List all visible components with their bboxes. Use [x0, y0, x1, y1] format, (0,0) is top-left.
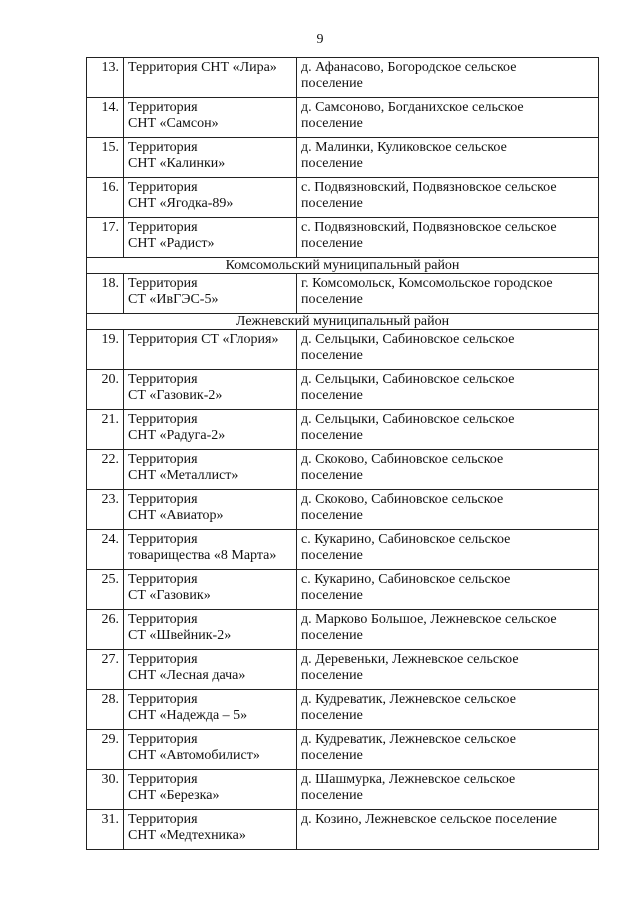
- territory-name-line: СНТ «Березка»: [128, 788, 220, 803]
- table-row: [87, 490, 599, 530]
- location-line: поселение: [301, 156, 363, 171]
- territory-name-line: Территория: [128, 772, 198, 787]
- location-cell: [297, 218, 599, 258]
- location-line: д. Деревеньки, Лежневское сельское: [301, 652, 519, 667]
- location-line: поселение: [301, 388, 363, 403]
- section-header-lezhnevsky: [87, 314, 599, 330]
- territory-name-line: Территория: [128, 812, 198, 827]
- location-line: поселение: [301, 708, 363, 723]
- location-line: поселение: [301, 292, 363, 307]
- row-number: 20.: [87, 370, 124, 410]
- location-cell: [297, 138, 599, 178]
- territory-name-line: Территория: [128, 276, 198, 291]
- territory-name-line: Территория: [128, 732, 198, 747]
- territory-name-line: СНТ «Металлист»: [128, 468, 239, 483]
- territory-name-line: Территория: [128, 492, 198, 507]
- territory-name-cell: [124, 570, 297, 610]
- territory-name-line: СНТ «Самсон»: [128, 116, 219, 131]
- location-line: поселение: [301, 236, 363, 251]
- territory-name-line: СНТ «Авиатор»: [128, 508, 224, 523]
- territory-name-cell: [124, 218, 297, 258]
- row-number: 24.: [87, 530, 124, 570]
- location-line: с. Подвязновский, Подвязновское сельское: [301, 180, 557, 195]
- row-number: 31.: [87, 810, 124, 850]
- location-line: поселение: [301, 348, 363, 363]
- row-number: 26.: [87, 610, 124, 650]
- location-line: г. Комсомольск, Комсомольское городское: [301, 276, 553, 291]
- section-title-komsomolsky: Комсомольский муниципальный район: [87, 258, 599, 274]
- row-number: 19.: [87, 330, 124, 370]
- table-row: [87, 410, 599, 450]
- location-line: д. Кудреватик, Лежневское сельское: [301, 692, 516, 707]
- location-line: поселение: [301, 428, 363, 443]
- table-row: [87, 650, 599, 690]
- territory-name-line: СНТ «Калинки»: [128, 156, 226, 171]
- section-header-komsomolsky: [87, 258, 599, 274]
- territory-name-line: Территория СТ «Глория»: [128, 332, 279, 347]
- table-row: [87, 330, 599, 370]
- territory-name-cell: [124, 58, 297, 98]
- location-cell: [297, 98, 599, 138]
- territory-name-cell: [124, 770, 297, 810]
- territory-name-line: СТ «Швейник-2»: [128, 628, 232, 643]
- table-row: [87, 530, 599, 570]
- location-line: поселение: [301, 468, 363, 483]
- territory-name-cell: [124, 410, 297, 450]
- territory-name-line: Территория: [128, 572, 198, 587]
- location-line: д. Афанасово, Богородское сельское: [301, 60, 517, 75]
- table-row: [87, 58, 599, 98]
- location-line: поселение: [301, 628, 363, 643]
- territory-name-line: Территория: [128, 652, 198, 667]
- location-line: поселение: [301, 668, 363, 683]
- location-cell: [297, 58, 599, 98]
- location-cell: [297, 570, 599, 610]
- territory-name-line: СНТ «Автомобилист»: [128, 748, 260, 763]
- location-line: поселение: [301, 548, 363, 563]
- section-row: [87, 258, 599, 274]
- table-group-mid: [87, 274, 599, 314]
- territory-name-line: СТ «ИвГЭС-5»: [128, 292, 219, 307]
- location-line: д. Шашмурка, Лежневское сельское: [301, 772, 516, 787]
- territory-name-cell: [124, 330, 297, 370]
- location-cell: [297, 530, 599, 570]
- location-line: поселение: [301, 196, 363, 211]
- row-number: 30.: [87, 770, 124, 810]
- location-cell: [297, 490, 599, 530]
- location-line: д. Сельцыки, Сабиновское сельское: [301, 372, 515, 387]
- location-line: д. Скоково, Сабиновское сельское: [301, 492, 504, 507]
- territory-table: [86, 57, 599, 850]
- territory-name-cell: [124, 650, 297, 690]
- territory-name-line: СНТ «Надежда – 5»: [128, 708, 248, 723]
- location-line: с. Кукарино, Сабиновское сельское: [301, 532, 511, 547]
- territory-name-line: Территория: [128, 140, 198, 155]
- row-number: 25.: [87, 570, 124, 610]
- location-cell: [297, 410, 599, 450]
- territory-name-cell: [124, 274, 297, 314]
- row-number: 15.: [87, 138, 124, 178]
- table-row: [87, 570, 599, 610]
- territory-name-line: СНТ «Медтехника»: [128, 828, 246, 843]
- territory-name-line: Территория: [128, 692, 198, 707]
- location-line: д. Сельцыки, Сабиновское сельское: [301, 412, 515, 427]
- location-line: поселение: [301, 508, 363, 523]
- row-number: 27.: [87, 650, 124, 690]
- table-row: [87, 138, 599, 178]
- location-cell: [297, 690, 599, 730]
- territory-name-line: Территория: [128, 372, 198, 387]
- territory-name-cell: [124, 490, 297, 530]
- row-number: 21.: [87, 410, 124, 450]
- location-cell: [297, 610, 599, 650]
- territory-name-line: Территория: [128, 612, 198, 627]
- location-cell: [297, 370, 599, 410]
- territory-name-line: Территория: [128, 180, 198, 195]
- location-line: д. Скоково, Сабиновское сельское: [301, 452, 504, 467]
- territory-name-cell: [124, 690, 297, 730]
- location-line: с. Кукарино, Сабиновское сельское: [301, 572, 511, 587]
- table-row: [87, 730, 599, 770]
- territory-name-cell: [124, 610, 297, 650]
- location-line: д. Сельцыки, Сабиновское сельское: [301, 332, 515, 347]
- territory-name-cell: [124, 450, 297, 490]
- row-number: 17.: [87, 218, 124, 258]
- territory-name-line: СНТ «Ягодка-89»: [128, 196, 234, 211]
- table-group-after: [87, 330, 599, 850]
- row-number: 13.: [87, 58, 124, 98]
- location-line: д. Марково Большое, Лежневское сельское: [301, 612, 557, 627]
- section-row: [87, 314, 599, 330]
- location-line: с. Подвязновский, Подвязновское сельское: [301, 220, 557, 235]
- territory-name-cell: [124, 178, 297, 218]
- territory-name-cell: [124, 370, 297, 410]
- table-row: [87, 610, 599, 650]
- table-row: [87, 450, 599, 490]
- location-cell: [297, 330, 599, 370]
- location-line: поселение: [301, 116, 363, 131]
- territory-name-line: Территория: [128, 412, 198, 427]
- row-number: 16.: [87, 178, 124, 218]
- location-cell: [297, 178, 599, 218]
- territory-name-line: СНТ «Лесная дача»: [128, 668, 246, 683]
- table-row: [87, 218, 599, 258]
- territory-name-cell: [124, 530, 297, 570]
- table-row: [87, 690, 599, 730]
- row-number: 28.: [87, 690, 124, 730]
- page-number: 9: [316, 32, 324, 47]
- location-cell: [297, 810, 599, 850]
- row-number: 23.: [87, 490, 124, 530]
- table-row: [87, 274, 599, 314]
- territory-name-line: Территория: [128, 220, 198, 235]
- location-cell: [297, 450, 599, 490]
- table-row: [87, 370, 599, 410]
- location-line: д. Козино, Лежневское сельское поселение: [301, 812, 557, 827]
- location-line: поселение: [301, 788, 363, 803]
- territory-name-line: Территория: [128, 100, 198, 115]
- section-title-lezhnevsky: Лежневский муниципальный район: [87, 314, 599, 330]
- location-line: д. Самсоново, Богданихское сельское: [301, 100, 524, 115]
- location-line: поселение: [301, 76, 363, 91]
- location-cell: [297, 730, 599, 770]
- territory-name-cell: [124, 138, 297, 178]
- table-row: [87, 98, 599, 138]
- territory-name-line: СТ «Газовик»: [128, 588, 211, 603]
- location-cell: [297, 650, 599, 690]
- location-cell: [297, 770, 599, 810]
- territory-name-line: Территория: [128, 532, 198, 547]
- territory-name-line: товарищества «8 Марта»: [128, 548, 277, 563]
- location-cell: [297, 274, 599, 314]
- location-line: поселение: [301, 748, 363, 763]
- territory-name-cell: [124, 730, 297, 770]
- table-row: [87, 178, 599, 218]
- table-row: [87, 770, 599, 810]
- table-row: [87, 810, 599, 850]
- location-line: д. Малинки, Куликовское сельское: [301, 140, 507, 155]
- row-number: 18.: [87, 274, 124, 314]
- territory-name-line: СТ «Газовик-2»: [128, 388, 223, 403]
- territory-name-cell: [124, 98, 297, 138]
- territory-name-line: Территория: [128, 452, 198, 467]
- table-group-before: [87, 58, 599, 258]
- row-number: 29.: [87, 730, 124, 770]
- row-number: 22.: [87, 450, 124, 490]
- location-line: поселение: [301, 588, 363, 603]
- row-number: 14.: [87, 98, 124, 138]
- location-line: д. Кудреватик, Лежневское сельское: [301, 732, 516, 747]
- territory-name-cell: [124, 810, 297, 850]
- territory-name-line: СНТ «Радуга-2»: [128, 428, 226, 443]
- territory-name-line: СНТ «Радист»: [128, 236, 215, 251]
- territory-name-line: Территория СНТ «Лира»: [128, 60, 277, 75]
